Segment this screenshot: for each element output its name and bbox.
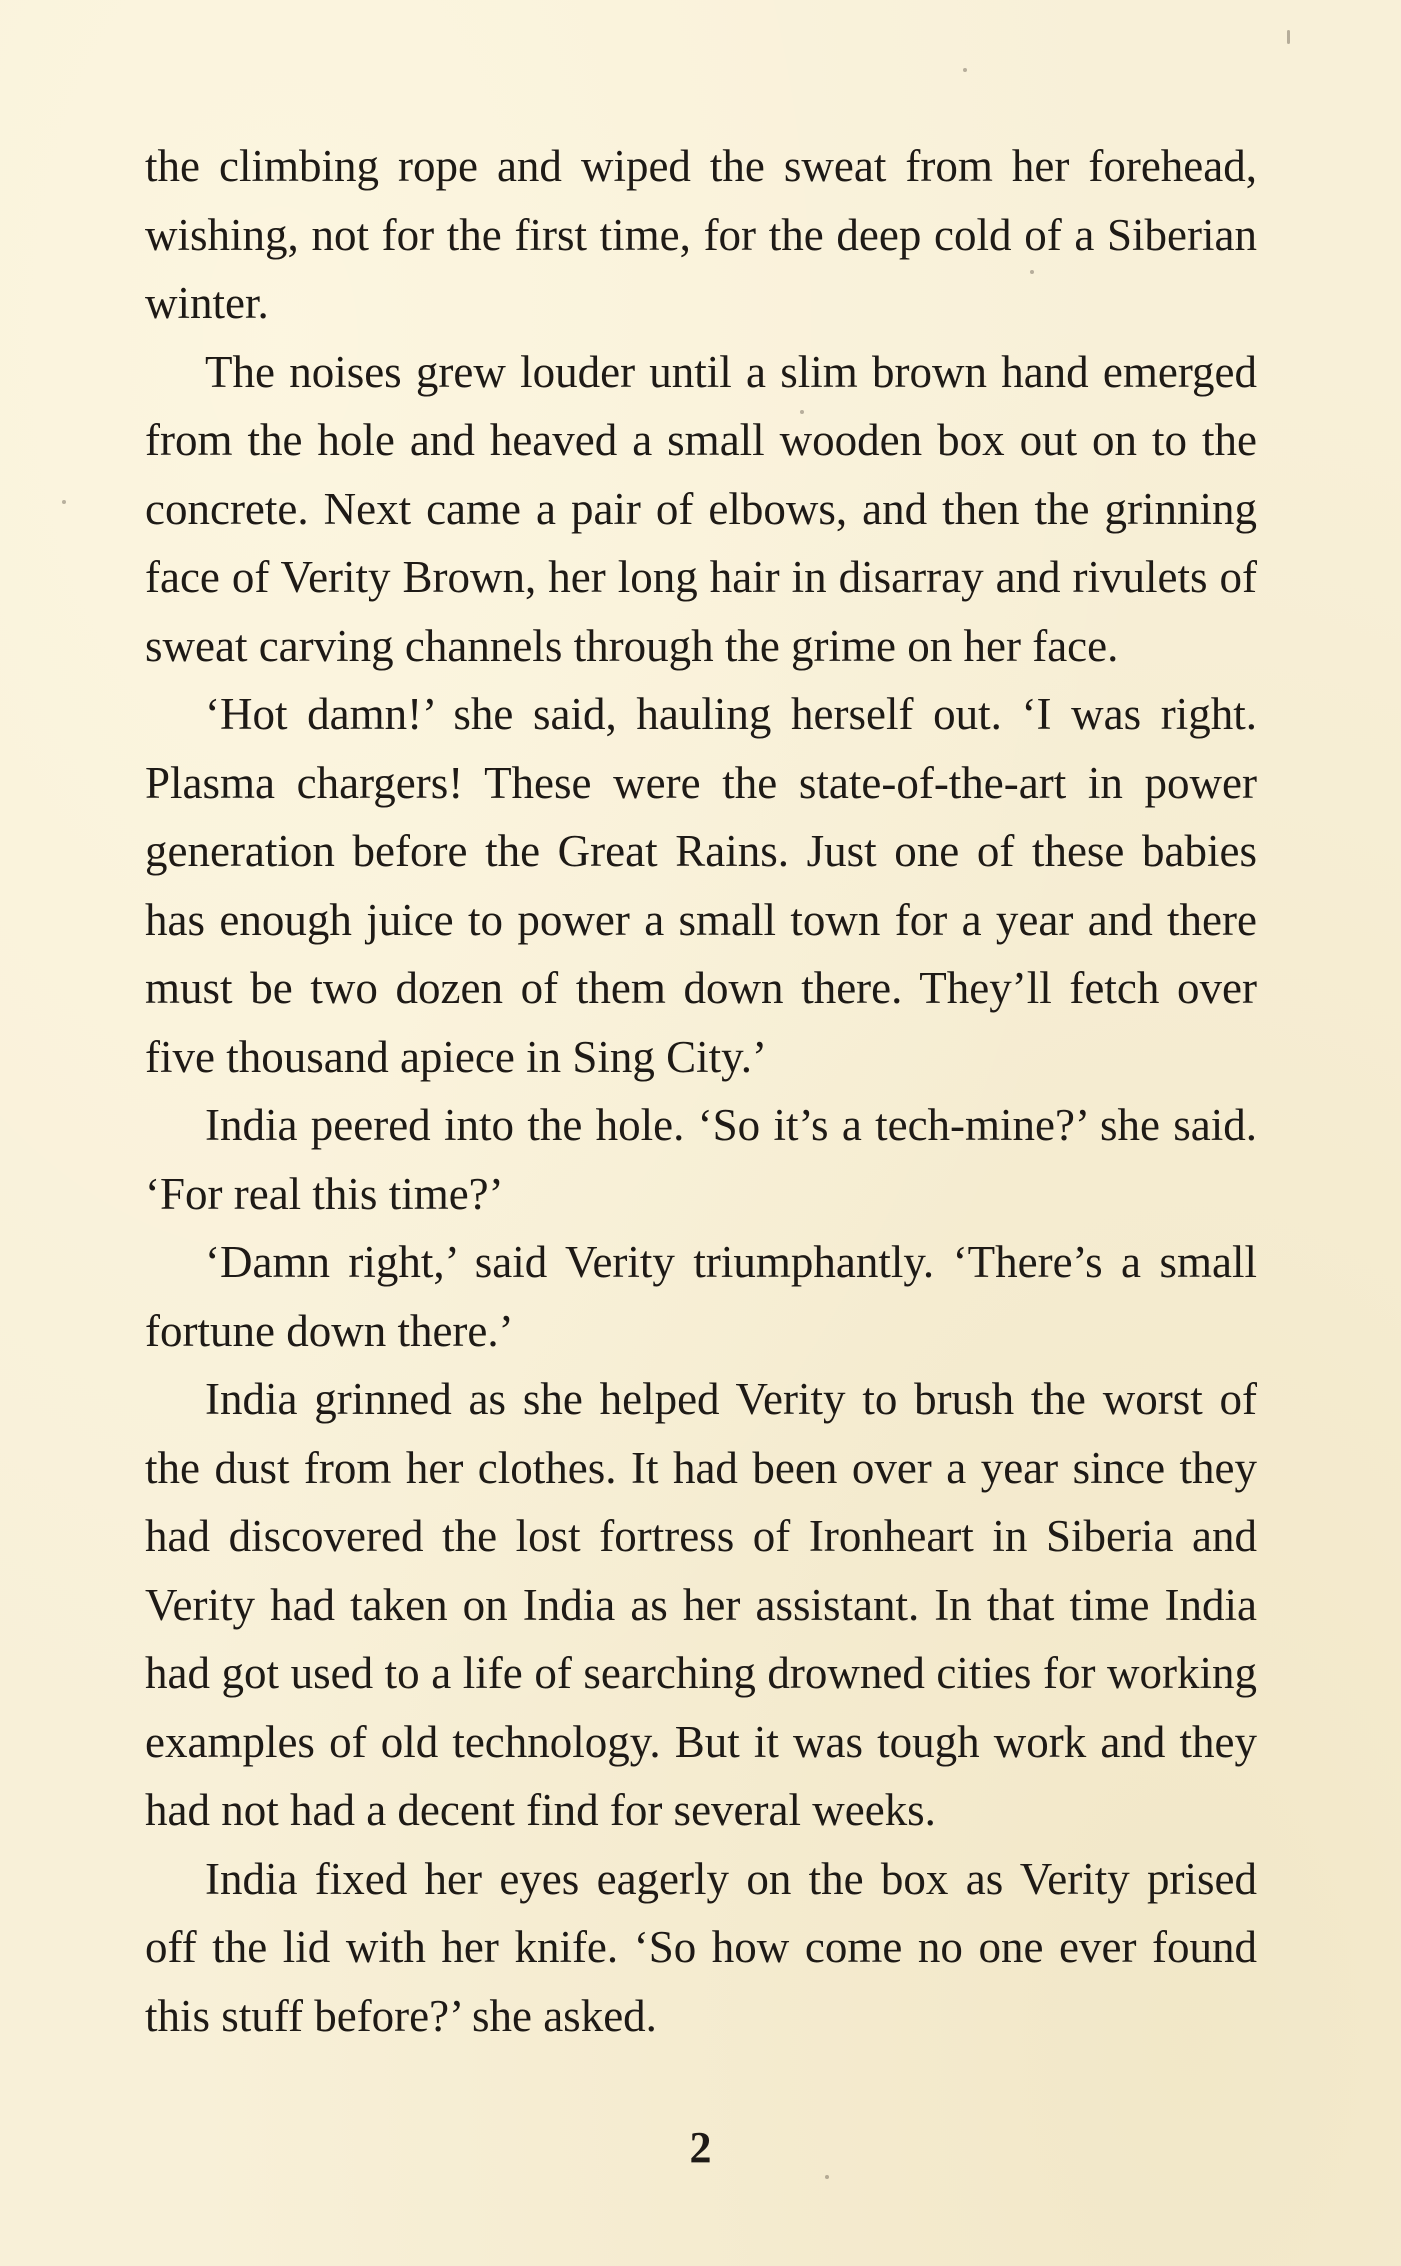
paragraph: India peered into the hole. ‘So it’s a tech-mine?’ she said. ‘For real this time?’ (145, 1100, 1257, 1219)
paragraph: ‘Damn right,’ said Verity triumphantly. ‘There’s a small fortune down there.’ (145, 1237, 1257, 1356)
paragraph: ‘Hot damn!’ she said, hauling herself out. ‘I was right. Plasma chargers! These were the state-of-the-art in power generation before the Great Rains. Just one of these babies has enough juice to power a small town for a year and there must be two dozen of them down there. They’ll fetch over five thousand apiece in Sing City.’ (145, 689, 1257, 1082)
paragraph: India fixed her eyes eagerly on the box as Verity prised off the lid with her knife. ‘So how come no one ever found this stuff before?’ she asked. (145, 1853, 1257, 2041)
paper-speck (62, 500, 66, 504)
body-text (145, 132, 1257, 2050)
paragraph: the climbing rope and wiped the sweat from her forehead, wishing, not for the first time, for the deep cold of a Siberian winter. (145, 141, 1257, 328)
page-number: 2 (689, 2123, 712, 2172)
paper-speck (1287, 30, 1290, 44)
paragraph: India grinned as she helped Verity to brush the worst of the dust from her clothes. It had been over a year since they had discovered the lost fortress of Ironheart in Siberia and Verity had taken on India as her assistant. In that time India had got used to a life of searching drowned cities for working examples of old technology. But it was tough work and they had not had a decent find for several weeks. (145, 1374, 1257, 1835)
paragraph: The noises grew louder until a slim brown hand emerged from the hole and heaved a small wooden box out on to the concrete. Next came a pair of elbows, and then the grinning face of Verity Brown, her long hair in disarray and rivulets of sweat carving channels through the grime on her face. (145, 346, 1257, 671)
paper-speck (963, 68, 967, 72)
